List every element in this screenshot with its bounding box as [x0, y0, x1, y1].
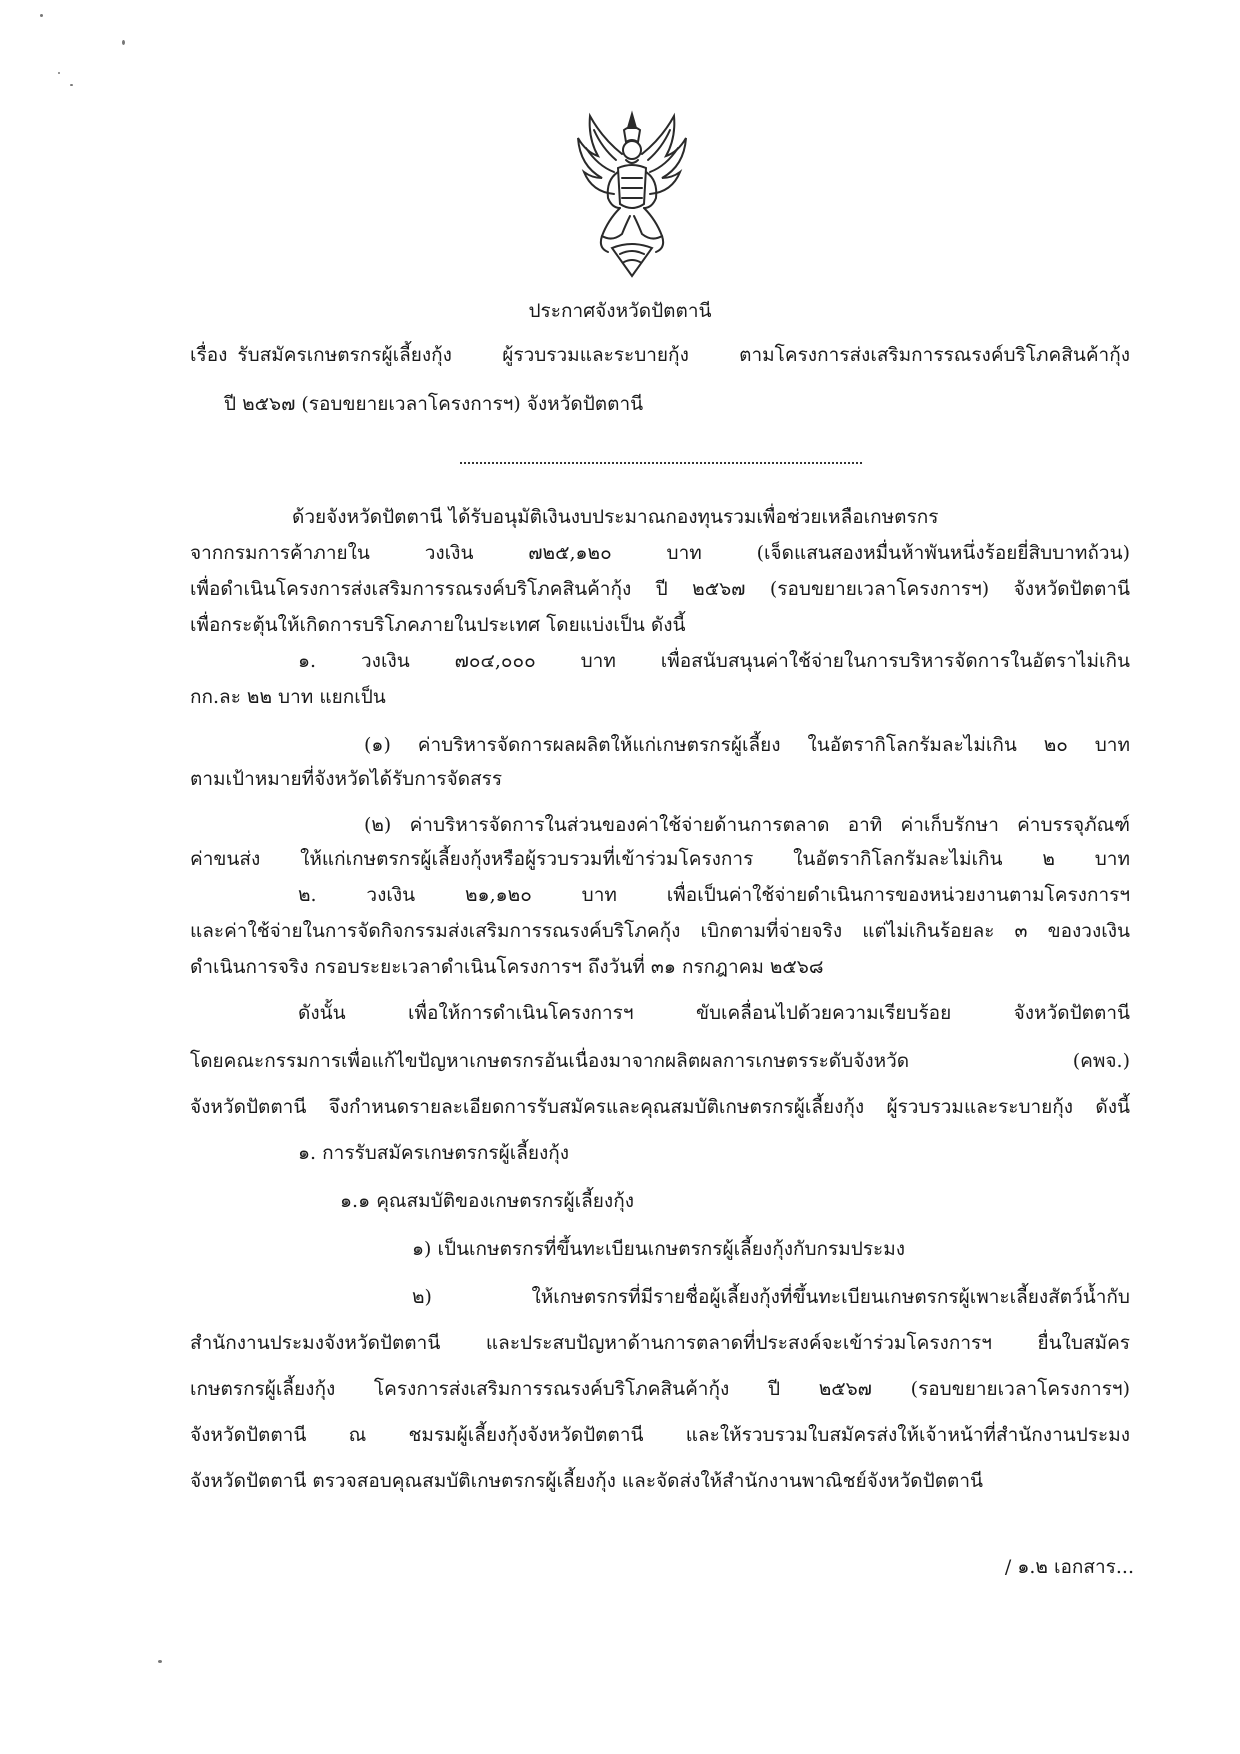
item1-2-line-2: ค่าขนส่ง ให้แก่เกษตรกรผู้เลี้ยงกุ้งหรือผู้รวบรวมที่เข้าร่วมโครงการ ในอัตรากิโลกรัมละไม่เกิน ๒ บาท — [190, 848, 1130, 870]
item2-line-1: ๒. วงเงิน ๒๑,๑๒๐ บาท เพื่อเป็นค่าใช้จ่ายดำเนินการของหน่วยงานตามโครงการฯ — [298, 884, 1130, 906]
qualification-2-line-2: สำนักงานประมงจังหวัดปัตตานี และประสบปัญหาด้านการตลาดที่ประสงค์จะเข้าร่วมโครงการฯ ยื่นใบสมัคร — [190, 1332, 1130, 1354]
item1-line-1: ๑. วงเงิน ๗๐๔,๐๐๐ บาท เพื่อสนับสนุนค่าใช้จ่ายในการบริหารจัดการในอัตราไม่เกิน — [298, 650, 1130, 672]
item1-line-2: กก.ละ ๒๒ บาท แยกเป็น — [190, 686, 386, 708]
qualification-1: ๑) เป็นเกษตรกรที่ขึ้นทะเบียนเกษตรกรผู้เลี้ยงกุ้งกับกรมประมง — [412, 1238, 906, 1260]
item1-1-line-1: (๑) ค่าบริหารจัดการผลผลิตให้แก่เกษตรกรผู้เลี้ยง ในอัตรากิโลกรัมละไม่เกิน ๒๐ บาท — [364, 734, 1130, 756]
item2-line-2: และค่าใช้จ่ายในการจัดกิจกรรมส่งเสริมการรณรงค์บริโภคกุ้ง เบิกตามที่จ่ายจริง แต่ไม่เกินร้อยละ ๓ ของวงเงิน — [190, 920, 1130, 942]
p2-line-3: จังหวัดปัตตานี จึงกำหนดรายละเอียดการรับสมัครและคุณสมบัติเกษตรกรผู้เลี้ยงกุ้ง ผู้รวบรวมและระบายกุ้ง ดังนี้ — [190, 1096, 1130, 1118]
p2-line-1: ดังนั้น เพื่อให้การดำเนินโครงการฯ ขับเคลื่อนไปด้วยความเรียบร้อย จังหวัดปัตตานี — [298, 1002, 1130, 1024]
qualification-2-line-1: ๒) ให้เกษตรกรที่มีรายชื่อผู้เลี้ยงกุ้งที่ขึ้นทะเบียนเกษตรกรผู้เพาะเลี้ยงสัตว์น้ำกับ — [412, 1286, 1130, 1308]
dotted-divider — [460, 462, 862, 464]
subject-line-1 — [190, 342, 1130, 368]
p1-line-3: เพื่อดำเนินโครงการส่งเสริมการรณรงค์บริโภคสินค้ากุ้ง ปี ๒๕๖๗ (รอบขยายเวลาโครงการฯ) จังหวัดปัตตานี — [190, 578, 1130, 600]
document-title: ประกาศจังหวัดปัตตานี — [528, 300, 712, 322]
subject-label: เรื่อง — [190, 344, 228, 366]
qualification-2-line-3: เกษตรกรผู้เลี้ยงกุ้ง โครงการส่งเสริมการรณรงค์บริโภคสินค้ากุ้ง ปี ๒๕๖๗ (รอบขยายเวลาโครงการฯ) — [190, 1378, 1130, 1400]
qualification-2-line-4: จังหวัดปัตตานี ณ ชมรมผู้เลี้ยงกุ้งจังหวัดปัตตานี และให้รวบรวมใบสมัครส่งให้เจ้าหน้าที่สำนักงานประมง — [190, 1424, 1130, 1446]
item1-2-line-1: (๒) ค่าบริหารจัดการในส่วนของค่าใช้จ่ายด้านการตลาด อาทิ ค่าเก็บรักษา ค่าบรรจุภัณฑ์ — [364, 814, 1130, 836]
section-1-heading: ๑. การรับสมัครเกษตรกรผู้เลี้ยงกุ้ง — [298, 1142, 570, 1164]
subject-text-1: รับสมัครเกษตรกรผู้เลี้ยงกุ้ง ผู้รวบรวมและระบายกุ้ง ตามโครงการส่งเสริมการรณรงค์บริโภคสินค้ากุ้ง — [237, 344, 1130, 366]
p1-line-4: เพื่อกระตุ้นให้เกิดการบริโภคภายในประเทศ โดยแบ่งเป็น ดังนี้ — [190, 614, 686, 636]
section-1-1-heading: ๑.๑ คุณสมบัติของเกษตรกรผู้เลี้ยงกุ้ง — [340, 1190, 634, 1212]
item1-1-line-2: ตามเป้าหมายที่จังหวัดได้รับการจัดสรร — [190, 768, 503, 790]
qualification-2-line-5: จังหวัดปัตตานี ตรวจสอบคุณสมบัติเกษตรกรผู้เลี้ยงกุ้ง และจัดส่งให้สำนักงานพาณิชย์จังหวัดปัตตานี — [190, 1470, 984, 1492]
subject-line-2: ปี ๒๕๖๗ (รอบขยายเวลาโครงการฯ) จังหวัดปัตตานี — [224, 393, 644, 415]
item2-line-3: ดำเนินการจริง กรอบระยะเวลาดำเนินโครงการฯ ถึงวันที่ ๓๑ กรกฎาคม ๒๕๖๘ — [190, 956, 824, 978]
p1-line-2: จากกรมการค้าภายใน วงเงิน ๗๒๕,๑๒๐ บาท (เจ็ดแสนสองหมื่นห้าพันหนึ่งร้อยยี่สิบบาทถ้วน) — [190, 542, 1130, 564]
garuda-emblem-icon — [572, 108, 692, 284]
page-continuation: / ๑.๒ เอกสาร... — [1004, 1556, 1134, 1578]
p1-line-1: ด้วยจังหวัดปัตตานี ได้รับอนุมัติเงินงบประมาณกองทุนรวมเพื่อช่วยเหลือเกษตรกร — [292, 506, 939, 528]
p2-line-2: โดยคณะกรรมการเพื่อแก้ไขปัญหาเกษตรกรอันเนื่องมาจากผลิตผลการเกษตรระดับจังหวัด (คพจ.) — [190, 1050, 1130, 1072]
